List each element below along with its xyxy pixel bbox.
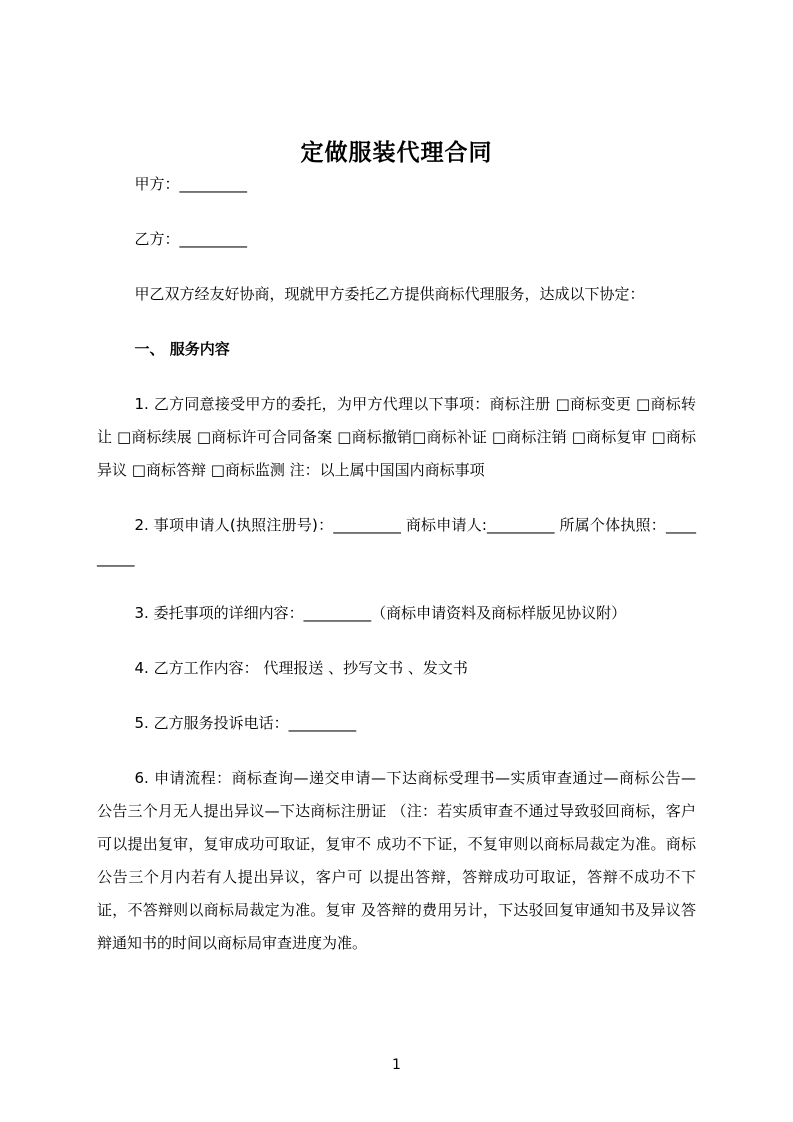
contract-item-5: 5. 乙方服务投诉电话：_________ xyxy=(134,713,357,732)
section-heading-service-content: 一、 服务内容 xyxy=(134,339,230,358)
party-b-line: 乙方：_________ xyxy=(134,229,248,248)
contract-item-4: 4. 乙方工作内容： 代理报送 、抄写文书 、发文书 xyxy=(134,658,468,677)
contract-item-3: 3. 委托事项的详细内容：_________（商标申请资料及商标样版见协议附） xyxy=(134,603,627,622)
contract-item-1: 1. 乙方同意接受甲方的委托，为甲方代理以下事项：商标注册 □商标变更 □商标转让 □商标续展 □商标许可合同备案 □商标撤销□商标补证 □商标注销 □商标复审 □商标异议 □商标答辩 □商标监测 注：以上属中国国内商标事项 xyxy=(97,394,696,479)
page-number: 1 xyxy=(392,1057,401,1074)
party-a-line: 甲方：_________ xyxy=(134,174,248,193)
contract-item-6: 6. 申请流程：商标查询—递交申请—下达商标受理书—实质审查通过—商标公告— 公告三个月无人提出异议—下达商标注册证 （注：若实质审查不通过导致驳回商标，客户可以提出复审，复审成功可取证，复审不 成功不下证，不复审则以商标局裁定为准。商标公告三个月内若有人提出异议，客户可 以提出答辩，答辩成功可取证，答辩不成功不下证，不答辩则以商标局裁定为准。复审 及答辩的费用另计，下达驳回复审通知书及异议答辩通知书的时间以商标局审查进度为准。 xyxy=(97,768,696,952)
contract-item-2: 2. 事项申请人(执照注册号)：_________ 商标申请人:_________ 所属个体执照：_________ xyxy=(97,515,696,567)
contract-title: 定做服装代理合同 xyxy=(300,140,493,166)
intro-paragraph: 甲乙双方经友好协商，现就甲方委托乙方提供商标代理服务，达成以下协定： xyxy=(134,284,645,303)
